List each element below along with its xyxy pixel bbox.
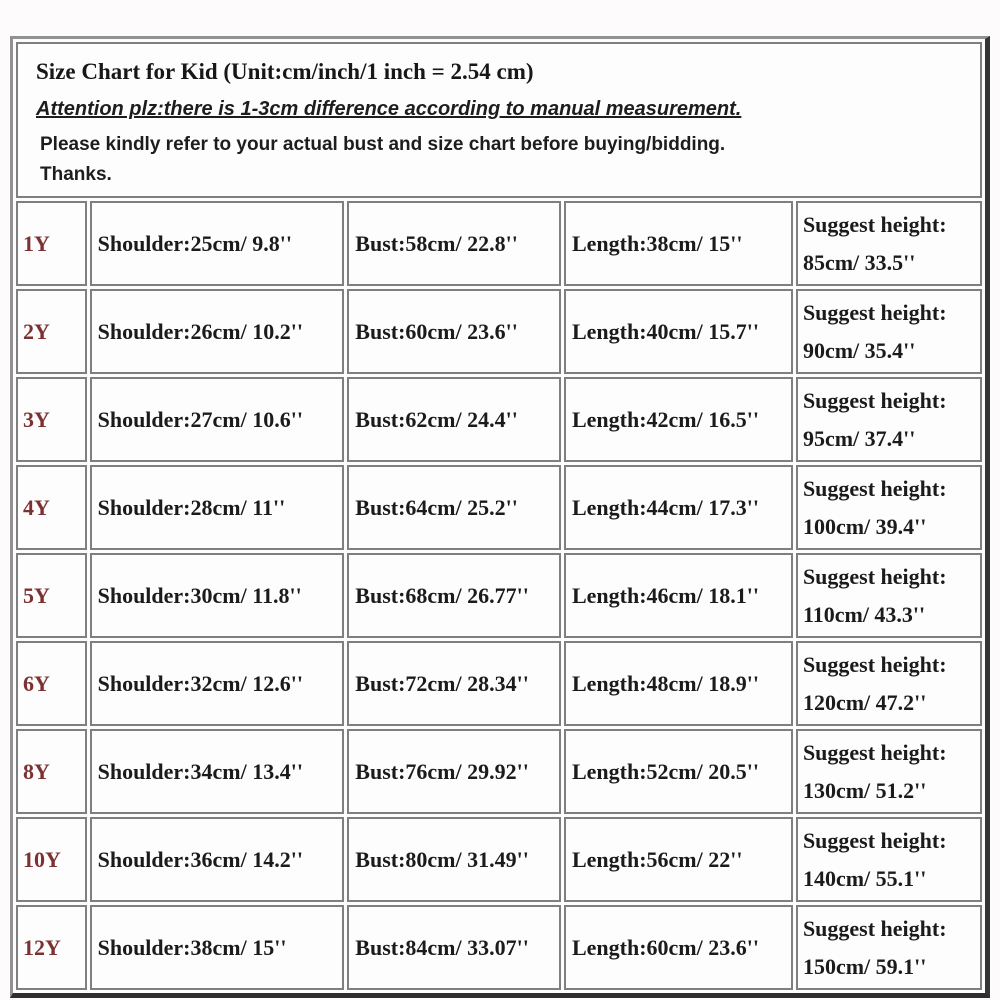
- suggest-height-value: 130cm/ 51.2'': [802, 777, 927, 803]
- size-chart-table: [13, 39, 985, 993]
- suggest-height-cell: [796, 289, 982, 374]
- refer-note: Please kindly refer to your actual bust and size chart before buying/bidding.: [40, 134, 726, 155]
- suggest-height-label: Suggest height:: [802, 563, 947, 589]
- suggest-height-value: 85cm/ 33.5'': [802, 249, 916, 275]
- suggest-height-cell: [796, 817, 982, 902]
- suggest-height-value: 90cm/ 35.4'': [802, 337, 916, 363]
- size-label-cell: 10Y: [16, 817, 87, 902]
- length-cell: Length:60cm/ 23.6'': [564, 905, 793, 990]
- length-cell: Length:40cm/ 15.7'': [564, 289, 793, 374]
- shoulder-cell: Shoulder:27cm/ 10.6'': [90, 377, 345, 462]
- length-cell: Length:52cm/ 20.5'': [564, 729, 793, 814]
- suggest-height-label: Suggest height:: [802, 211, 947, 237]
- suggest-height-value: 100cm/ 39.4'': [802, 513, 927, 539]
- suggest-height-cell: [796, 553, 982, 638]
- size-label-cell: 5Y: [16, 553, 87, 638]
- size-row: [16, 817, 982, 902]
- size-label-cell: 4Y: [16, 465, 87, 550]
- chart-header: [16, 42, 982, 198]
- suggest-height-label: Suggest height:: [802, 827, 947, 853]
- length-cell: Length:48cm/ 18.9'': [564, 641, 793, 726]
- size-row: [16, 729, 982, 814]
- suggest-height-value: 140cm/ 55.1'': [802, 865, 927, 891]
- shoulder-cell: Shoulder:28cm/ 11'': [90, 465, 345, 550]
- size-label-cell: 1Y: [16, 201, 87, 286]
- bust-cell: Bust:76cm/ 29.92'': [347, 729, 561, 814]
- bust-cell: Bust:58cm/ 22.8'': [347, 201, 561, 286]
- thanks-note: Thanks.: [40, 164, 112, 185]
- bust-cell: Bust:64cm/ 25.2'': [347, 465, 561, 550]
- size-row: [16, 201, 982, 286]
- header-row: [16, 42, 982, 198]
- suggest-height-label: Suggest height:: [802, 475, 947, 501]
- suggest-height-cell: [796, 465, 982, 550]
- bust-cell: Bust:60cm/ 23.6'': [347, 289, 561, 374]
- suggest-height-label: Suggest height:: [802, 739, 947, 765]
- suggest-height-cell: [796, 641, 982, 726]
- suggest-height-value: 150cm/ 59.1'': [802, 953, 927, 979]
- length-cell: Length:46cm/ 18.1'': [564, 553, 793, 638]
- size-label-cell: 2Y: [16, 289, 87, 374]
- size-label-cell: 3Y: [16, 377, 87, 462]
- chart-title: Size Chart for Kid (Unit:cm/inch/1 inch = 2.54 cm): [36, 59, 534, 84]
- bust-cell: Bust:72cm/ 28.34'': [347, 641, 561, 726]
- suggest-height-value: 120cm/ 47.2'': [802, 689, 927, 715]
- suggest-height-label: Suggest height:: [802, 299, 947, 325]
- shoulder-cell: Shoulder:26cm/ 10.2'': [90, 289, 345, 374]
- size-row: [16, 641, 982, 726]
- bust-cell: Bust:80cm/ 31.49'': [347, 817, 561, 902]
- shoulder-cell: Shoulder:34cm/ 13.4'': [90, 729, 345, 814]
- suggest-height-cell: [796, 377, 982, 462]
- shoulder-cell: Shoulder:25cm/ 9.8'': [90, 201, 345, 286]
- size-row: [16, 377, 982, 462]
- suggest-height-label: Suggest height:: [802, 387, 947, 413]
- bust-cell: Bust:84cm/ 33.07'': [347, 905, 561, 990]
- size-label-cell: 6Y: [16, 641, 87, 726]
- suggest-height-label: Suggest height:: [802, 915, 947, 941]
- attention-note: Attention plz:there is 1-3cm difference according to manual measurement.: [36, 98, 742, 120]
- shoulder-cell: Shoulder:38cm/ 15'': [90, 905, 345, 990]
- shoulder-cell: Shoulder:36cm/ 14.2'': [90, 817, 345, 902]
- length-cell: Length:56cm/ 22'': [564, 817, 793, 902]
- shoulder-cell: Shoulder:30cm/ 11.8'': [90, 553, 345, 638]
- length-cell: Length:38cm/ 15'': [564, 201, 793, 286]
- bust-cell: Bust:68cm/ 26.77'': [347, 553, 561, 638]
- size-label-cell: 8Y: [16, 729, 87, 814]
- bust-cell: Bust:62cm/ 24.4'': [347, 377, 561, 462]
- suggest-height-cell: [796, 905, 982, 990]
- shoulder-cell: Shoulder:32cm/ 12.6'': [90, 641, 345, 726]
- size-row: [16, 465, 982, 550]
- suggest-height-cell: [796, 201, 982, 286]
- size-chart-frame: [10, 36, 990, 998]
- suggest-height-value: 110cm/ 43.3'': [802, 601, 926, 627]
- suggest-height-label: Suggest height:: [802, 651, 947, 677]
- suggest-height-value: 95cm/ 37.4'': [802, 425, 916, 451]
- length-cell: Length:42cm/ 16.5'': [564, 377, 793, 462]
- length-cell: Length:44cm/ 17.3'': [564, 465, 793, 550]
- size-row: [16, 289, 982, 374]
- suggest-height-cell: [796, 729, 982, 814]
- size-row: [16, 553, 982, 638]
- size-label-cell: 12Y: [16, 905, 87, 990]
- size-row: [16, 905, 982, 990]
